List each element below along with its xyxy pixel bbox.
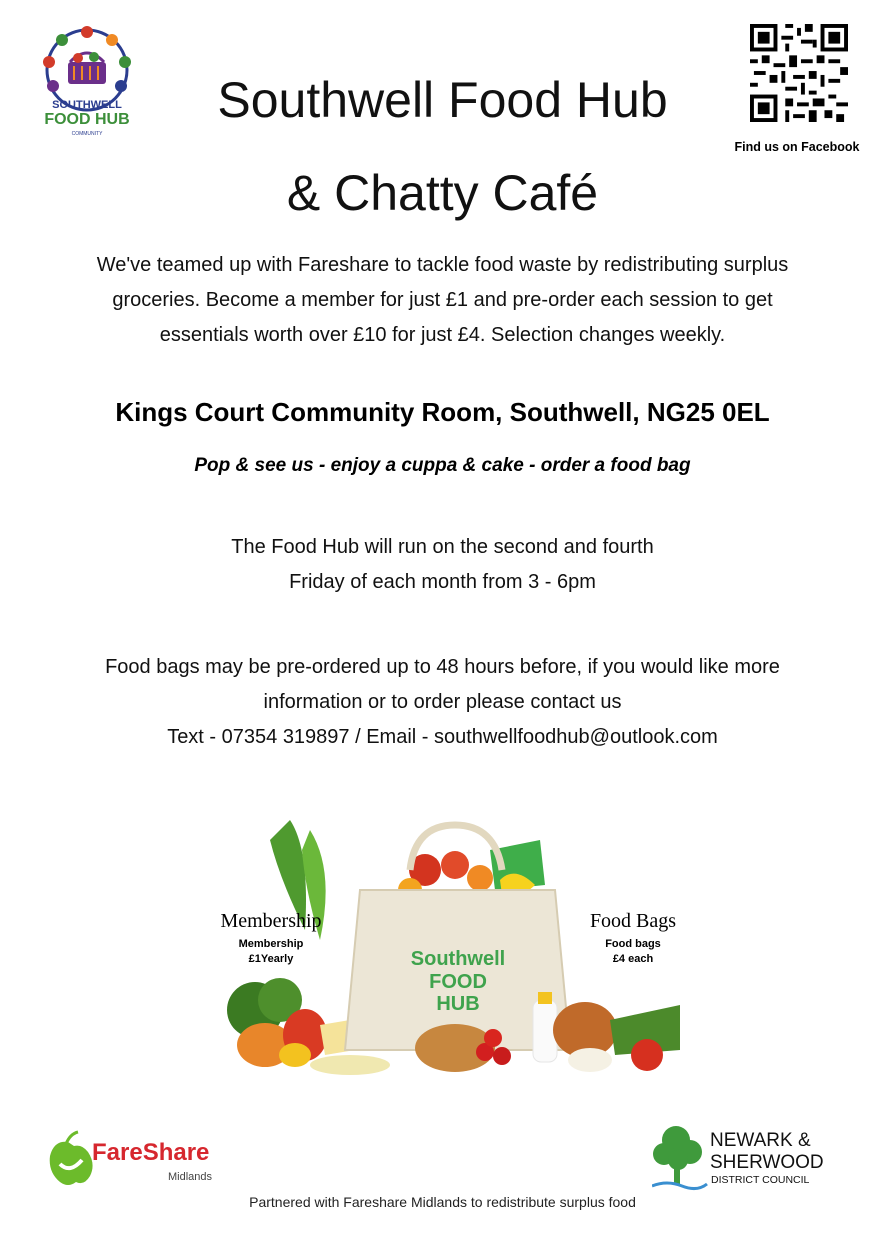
foodbags-line1: Food bags <box>605 938 661 950</box>
logo-line2: FOOD HUB <box>44 111 130 128</box>
membership-price: £1Yearly <box>248 953 294 965</box>
logo-line1: SOUTHWELL <box>52 99 122 111</box>
qr-caption: Find us on Facebook <box>734 140 860 154</box>
page-title-line1: Southwell Food Hub <box>217 72 668 128</box>
tagline: Pop & see us - enjoy a cuppa & cake - order a food bag <box>194 455 691 476</box>
nsdc-line3: DISTRICT COUNCIL <box>711 1174 810 1186</box>
contact-info <box>0 650 885 755</box>
intro-line2: groceries. Become a member for just £1 and pre-order each session to get <box>112 289 773 311</box>
schedule-line1: The Food Hub will run on the second and fourth <box>231 536 654 558</box>
bag-line1: Southwell <box>410 948 506 970</box>
bag-line3: HUB <box>436 993 480 1015</box>
logo-line3: COMMUNITY <box>71 131 103 137</box>
nsdc-line2: SHERWOOD <box>710 1152 824 1173</box>
oak-tree-icon <box>652 1126 707 1189</box>
contact-line3: Text - 07354 319897 / Email - southwellfoodhub@outlook.com <box>167 726 718 748</box>
nsdc-line1: NEWARK & <box>710 1130 811 1151</box>
schedule-info <box>0 530 885 600</box>
foodbags-price: £4 each <box>612 953 654 965</box>
newark-sherwood-logo <box>652 1120 842 1192</box>
fareshare-logo <box>44 1130 234 1190</box>
foodbags-heading: Food Bags <box>589 910 677 932</box>
schedule-line2: Friday of each month from 3 - 6pm <box>289 571 596 593</box>
contact-line2: information or to order please contact us <box>263 691 622 713</box>
intro-line1: We've teamed up with Fareshare to tackle food waste by redistributing surplus <box>96 254 789 276</box>
contact-line1: Food bags may be pre-ordered up to 48 hours before, if you would like more <box>105 656 780 678</box>
footer-note: Partnered with Fareshare Midlands to redistribute surplus food <box>249 1194 636 1210</box>
qr-code-icon[interactable] <box>750 24 848 122</box>
fareshare-region: Midlands <box>167 1171 212 1183</box>
intro-paragraph <box>50 248 835 353</box>
fareshare-name: FareShare <box>92 1139 210 1166</box>
membership-heading: Membership <box>220 910 322 932</box>
page-title-line2: & Chatty Café <box>286 165 599 221</box>
intro-line3: essentials worth over £10 for just £4. Selection changes weekly. <box>159 324 726 346</box>
venue-address: Kings Court Community Room, Southwell, NG25 0EL <box>115 397 770 427</box>
membership-line1: Membership <box>238 938 304 950</box>
apple-icon <box>50 1132 93 1185</box>
bag-line2: FOOD <box>429 971 487 993</box>
